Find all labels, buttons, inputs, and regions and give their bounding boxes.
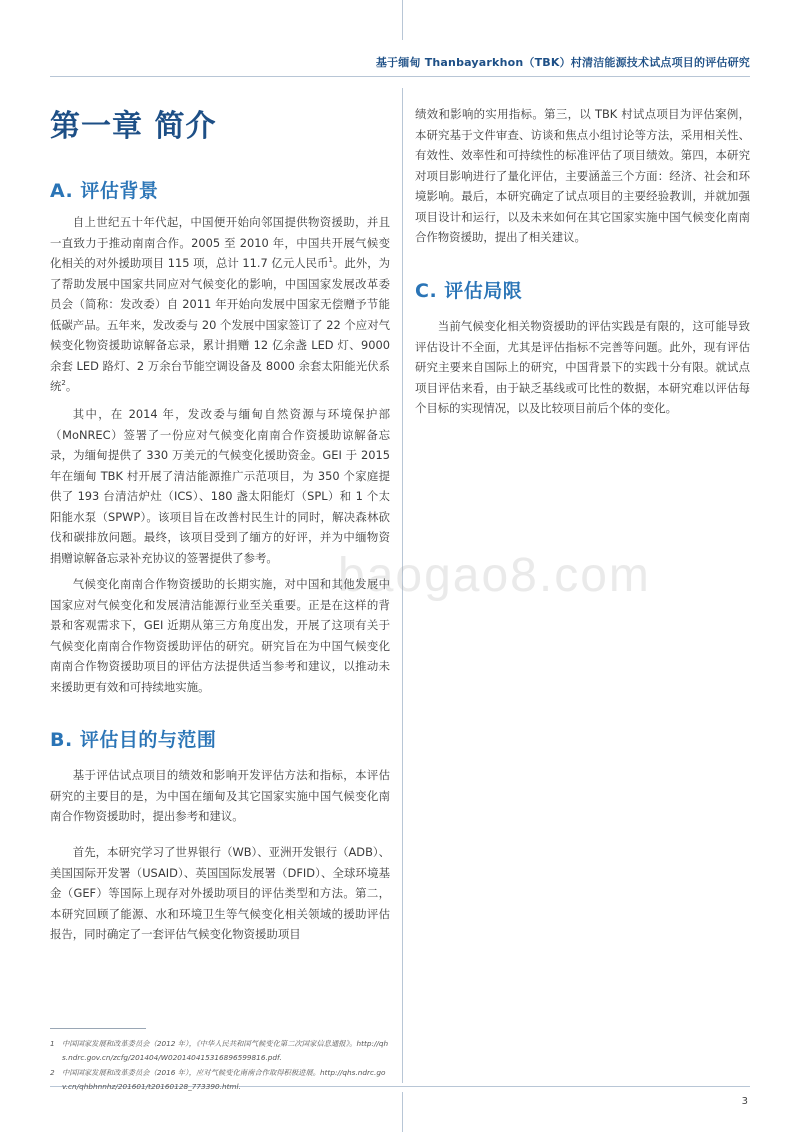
section-b-paragraph-1: 基于评估试点项目的绩效和影响开发评估方法和指标，本评估研究的主要目的是，为中国在缅甸及其它国家实施中国气候变化南南合作物资援助时，提出参考和建议。	[50, 768, 390, 823]
section-b-paragraph-2-continued: 绩效和影响的实用指标。第三，以 TBK 村试点项目为评估案例，本研究基于文件审查、访谈和焦点小组讨论等方法，采用相关性、有效性、效率性和可持续性的标准评估了项目绩效。第四，本研究对项目影响进行了量化评估，主要涵盖三个方面：经济、社会和环境影响。最后，本研究确定了试点项目的主要经验教训，并就加强项目设计和运行，以及未来如何在其它国家实施中国气候变化南南合作物资援助，提出了相关建议。	[415, 107, 750, 244]
chapter-title: 第一章 简介	[50, 109, 217, 144]
footnote-2-number: 2	[50, 1068, 55, 1077]
footnote-2-text: 中国国家发展和改革委员会（2016 年），应对气候变化南南合作取得积极进展。http://qhs.ndrc.gov.cn/qhbhnnhz/201601/t20160128_773390.html.	[62, 1068, 386, 1091]
section-a-title: A. 评估背景	[50, 180, 159, 202]
section-a-paragraph-3: 气候变化南南合作物资援助的长期实施，对中国和其他发展中国家应对气候变化和发展清洁能源行业至关重要。正是在这样的背景和客观需求下，GEI 近期从第三方角度出发，开展了这项有关于气候变化南南合作物资援助评估的研究。研究旨在为中国气候变化南南合作物资援助项目的评估方法提供适当参考和建议，以推动未来援助更有效和可持续地实施。	[50, 577, 390, 694]
section-a-paragraph-2: 其中，在 2014 年，发改委与缅甸自然资源与环境保护部（MoNREC）签署了一份应对气候变化南南合作资援助谅解备忘录，为缅甸提供了 330 万美元的气候变化援助资金。GEI 于 2015 年在缅甸 TBK 村开展了清洁能源推广示范项目，为 350 个家庭提供了 193 台清洁炉灶（ICS）、180 盏太阳能灯（SPL）和 1 个太阳能水泵（SPWP）。该项目旨在改善村民生计的同时，解决森林砍伐和碳排放问题。最终，该项目受到了缅方的好评，并为中缅物资捐赠谅解备忘录补充协议的签署提供了参考。	[50, 407, 390, 565]
section-b-title: B. 评估目的与范围	[50, 729, 217, 751]
page-number: 3	[741, 1096, 748, 1107]
section-a-paragraph-1-text-2: 。此外，为了帮助发展中国家共同应对气候变化的影响，中国国家发展改革委员会（简称：发改委）自 2011 年开始向发展中国家无偿赠予节能低碳产品。五年来，发改委与 20 个发展中国家签订了 22 个应对气候变化物资援助谅解备忘录，累计捐赠 12 亿余盏 LED 灯、9000 余套 LED 路灯、2 万余台节能空调设备及 8000 余套太阳能光伏系统	[50, 256, 390, 393]
watermark: baogao8.com	[338, 549, 651, 602]
section-a-paragraph-1-text: 自上世纪五十年代起，中国便开始向邻国提供物资援助，并且一直致力于推动南南合作。2005 至 2010 年，中国共开展气候变化相关的对外援助项目 115 项，总计 11.7 亿元人民币	[50, 215, 390, 270]
footnote-1-text: 中国国家发展和改革委员会（2012 年），《中华人民共和国气候变化第二次国家信息通报》。http://qhs.ndrc.gov.cn/zcfg/201404/W020140415316896599816.pdf.	[62, 1039, 389, 1062]
header-rule	[50, 76, 750, 77]
top-vertical-rule	[402, 0, 403, 40]
section-a-paragraph-1-text-3: 。	[65, 379, 78, 393]
footnote-ref-1: 1	[328, 256, 333, 265]
footnote-rule	[50, 1028, 146, 1029]
section-c-title: C. 评估局限	[415, 280, 523, 302]
section-c-paragraph-1: 当前气候变化相关物资援助的评估实践是有限的，这可能导致评估设计不全面，尤其是评估指标不完善等问题。此外，现有评估研究主要来自国际上的研究，中国背景下的实践十分有限。就试点项目评估来看，由于缺乏基线或可比性的数据，本研究难以评估每个目标的实现情况，以及比较项目前后个体的变化。	[415, 319, 750, 415]
footer-vertical-rule	[402, 1092, 403, 1132]
running-header: 基于缅甸 Thanbayarkhon（TBK）村清洁能源技术试点项目的评估研究	[375, 56, 750, 69]
footnote-1-number: 1	[50, 1039, 55, 1048]
footnotes	[50, 1028, 390, 1095]
section-b-paragraph-2: 首先，本研究学习了世界银行（WB）、亚洲开发银行（ADB）、美国国际开发署（USAID）、英国国际发展署（DFID）、全球环境基金（GEF）等国际上现存对外援助项目的评估类型和方法。第二，本研究回顾了能源、水和环境卫生等气候变化相关领域的援助评估报告，同时确定了一套评估气候变化物资援助项目	[50, 845, 390, 941]
section-a-paragraph-1	[50, 212, 390, 397]
footnote-2	[50, 1066, 390, 1093]
footnote-ref-2: 2	[61, 379, 66, 388]
footnote-1	[50, 1037, 390, 1064]
